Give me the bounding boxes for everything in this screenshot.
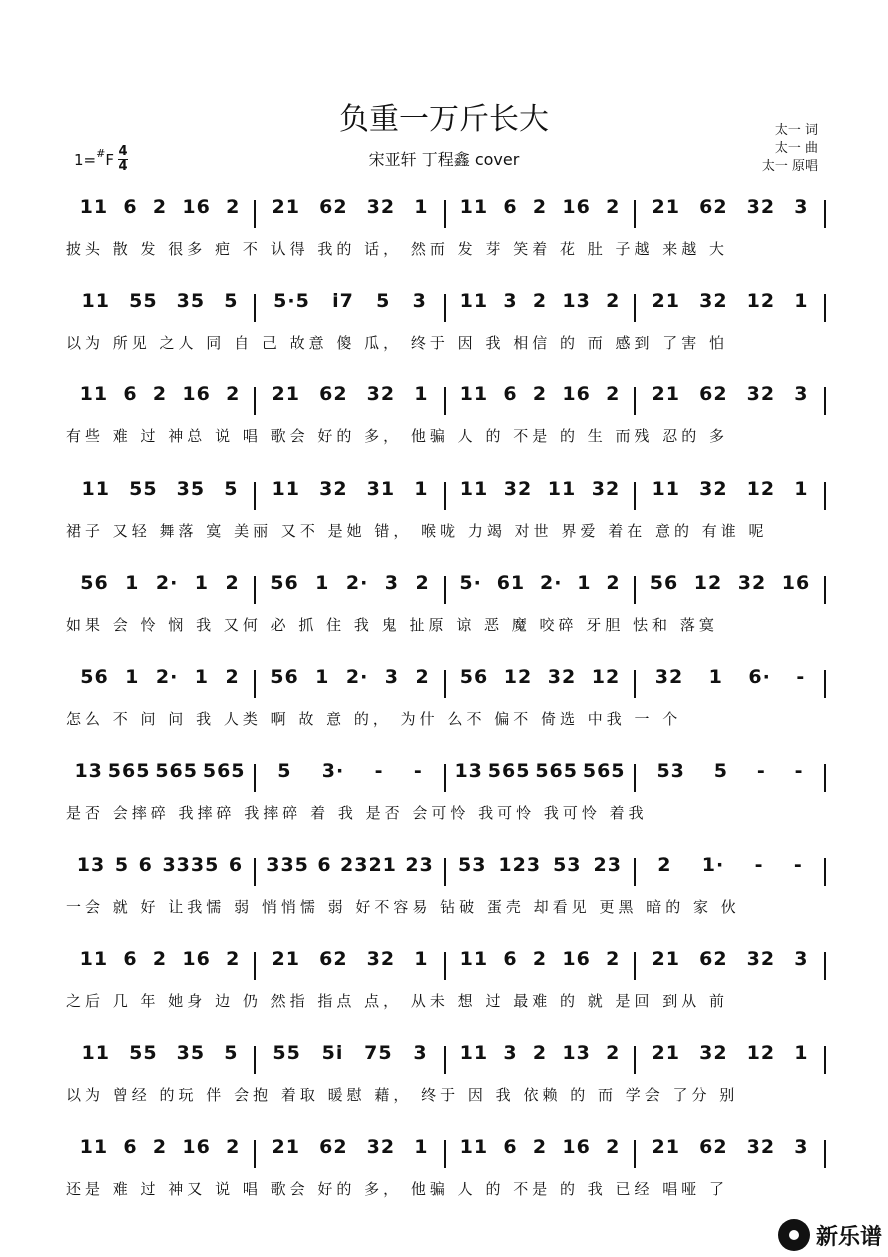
lyric-line: 还是 难 过 神又 说 唱 歌会 好的 多， 他骗 人 的 不是 的 我 已经 唱哑 了 <box>66 1180 729 1198</box>
measure <box>636 572 824 594</box>
note-group: 21 <box>651 383 680 405</box>
measure <box>636 290 824 312</box>
note-group: 11 <box>79 1136 109 1158</box>
note-group: 21 <box>651 290 680 312</box>
note-group: 3 <box>384 572 400 594</box>
note-group: 1 <box>794 290 809 312</box>
staff-line <box>66 666 826 752</box>
note-group: 1 <box>194 666 210 688</box>
measure <box>66 1042 254 1064</box>
note-group: 5i <box>321 1042 344 1064</box>
note-group: 16 <box>562 383 591 405</box>
note-group: 2 <box>606 290 621 312</box>
note-group: 1 <box>414 478 429 500</box>
note-group: 2 <box>606 196 621 218</box>
note-group: 565 <box>155 760 198 782</box>
note-group: 62 <box>699 196 728 218</box>
note-group: 5· <box>459 572 482 594</box>
measure <box>446 760 634 782</box>
barline <box>824 200 826 228</box>
measure <box>446 478 634 500</box>
measure <box>446 290 634 312</box>
note-group: 3 <box>794 1136 809 1158</box>
note-group: 1 <box>194 572 210 594</box>
note-group: 1 <box>414 196 429 218</box>
watermark-logo <box>778 1219 882 1251</box>
note-group: 16 <box>781 572 811 594</box>
note-group: 21 <box>651 1042 680 1064</box>
lyric-line: 以为 曾经 的玩 伴 会抱 着取 暖慰 藉， 终于 因 我 依赖 的 而 学会 了分 别 <box>66 1086 739 1104</box>
note-group: 6 <box>138 854 153 876</box>
note-group: 13 <box>76 854 106 876</box>
note-group: 35 <box>176 478 206 500</box>
note-group: 32 <box>699 290 728 312</box>
note-group: 2 <box>415 572 430 594</box>
notation-row <box>66 666 826 698</box>
note-group: - <box>413 760 423 782</box>
note-group: 1 <box>414 1136 429 1158</box>
notation-row <box>66 1136 826 1168</box>
note-group: 61 <box>496 572 526 594</box>
note-group: 2 <box>226 383 241 405</box>
note-group: 32 <box>654 666 684 688</box>
note-group: 6 <box>503 1136 518 1158</box>
measure <box>256 572 444 594</box>
vinyl-record-icon <box>778 1219 810 1251</box>
note-group: 53 <box>553 854 582 876</box>
note-group: 2· <box>155 572 179 594</box>
note-group: 62 <box>699 948 728 970</box>
notation-row <box>66 572 826 604</box>
note-group: 16 <box>562 948 591 970</box>
note-group: 2 <box>606 572 621 594</box>
barline <box>824 482 826 510</box>
note-group: 21 <box>271 1136 300 1158</box>
note-group: 1· <box>701 854 725 876</box>
note-group: 32 <box>591 478 621 500</box>
notation-row <box>66 854 826 886</box>
watermark-text: 新乐谱 <box>815 1224 882 1250</box>
note-group: 12 <box>746 290 776 312</box>
note-group: 565 <box>202 760 246 782</box>
note-group: 56 <box>270 666 299 688</box>
note-group: 2 <box>532 1136 548 1158</box>
note-group: 21 <box>271 383 300 405</box>
note-group: 1 <box>708 666 723 688</box>
lyric-line: 一会 就 好 让我懦 弱 悄悄懦 弱 好不容易 钻破 蛋壳 却看见 更黑 暗的 家 伙 <box>66 898 740 916</box>
note-group: 13 <box>74 760 103 782</box>
note-group: 2 <box>152 383 168 405</box>
time-numerator: 4 <box>118 144 128 159</box>
note-group: - <box>796 666 806 688</box>
lyric-line: 以为 所见 之人 同 自 己 故意 傻 瓜， 终于 因 我 相信 的 而 感到 了害 怕 <box>66 334 729 352</box>
note-group: 11 <box>459 948 489 970</box>
note-group: 5 <box>114 854 130 876</box>
measure <box>256 1136 444 1158</box>
note-group: 5 <box>713 760 728 782</box>
note-group: 32 <box>366 948 396 970</box>
note-group: 53 <box>457 854 487 876</box>
note-group: 2 <box>532 196 548 218</box>
measure <box>256 760 444 782</box>
measure <box>66 383 254 405</box>
barline <box>824 387 826 415</box>
note-group: 16 <box>182 948 211 970</box>
measure <box>66 760 254 782</box>
lyric-line: 如果 会 怜 悯 我 又何 必 抓 住 我 鬼 扯原 谅 恶 魔 咬碎 牙胆 怯和 落寞 <box>66 616 718 634</box>
note-group: 2 <box>152 948 168 970</box>
note-group: 32 <box>547 666 577 688</box>
note-group: 565 <box>535 760 578 782</box>
note-group: 1 <box>315 666 330 688</box>
note-group: 2 <box>606 1136 621 1158</box>
note-group: 11 <box>459 1042 489 1064</box>
note-group: 12 <box>503 666 533 688</box>
barline <box>824 576 826 604</box>
note-group: 1 <box>794 478 809 500</box>
staff-line <box>66 290 826 376</box>
measure <box>636 478 824 500</box>
measure <box>66 572 254 594</box>
measure <box>446 1042 634 1064</box>
note-group: 6 <box>503 948 518 970</box>
note-group: 2 <box>225 666 240 688</box>
measure <box>636 1136 824 1158</box>
note-group: 11 <box>547 478 577 500</box>
notation-row <box>66 290 826 322</box>
note-group: 32 <box>366 1136 396 1158</box>
measure <box>256 478 444 500</box>
measure <box>66 854 254 876</box>
note-group: 565 <box>487 760 531 782</box>
note-group: 3 <box>503 1042 518 1064</box>
note-group: 2 <box>532 1042 548 1064</box>
note-group: 1 <box>125 666 140 688</box>
time-signature <box>118 145 128 174</box>
note-group: 11 <box>81 290 110 312</box>
note-group: 11 <box>79 948 109 970</box>
note-group: 6 <box>317 854 332 876</box>
staff-line <box>66 196 826 282</box>
note-group: 2· <box>155 666 179 688</box>
note-group: 6 <box>228 854 244 876</box>
note-group: 11 <box>459 383 489 405</box>
note-group: 16 <box>182 196 211 218</box>
notation-row <box>66 478 826 510</box>
measure <box>636 948 824 970</box>
measure <box>256 1042 444 1064</box>
note-group: 6 <box>123 196 138 218</box>
note-group: 1 <box>315 572 330 594</box>
note-group: 32 <box>746 383 776 405</box>
note-group: 56 <box>80 572 109 594</box>
lyric-line: 怎么 不 问 问 我 人类 啊 故 意 的， 为什 么不 偏不 倚选 中我 一 个 <box>66 710 682 728</box>
note-group: - <box>754 854 764 876</box>
note-group: 62 <box>319 383 348 405</box>
note-group: 2· <box>539 572 563 594</box>
note-group: 62 <box>699 383 728 405</box>
sharp-sign: # <box>96 147 106 160</box>
staff-line <box>66 383 826 469</box>
notation-row <box>66 383 826 415</box>
measure <box>256 666 444 688</box>
barline <box>824 670 826 698</box>
note-group: 6 <box>123 1136 138 1158</box>
staff-line <box>66 1042 826 1128</box>
note-group: 56 <box>649 572 679 594</box>
barline <box>824 1140 826 1168</box>
barline <box>824 294 826 322</box>
note-group: 35 <box>176 1042 206 1064</box>
note-group: 11 <box>81 478 110 500</box>
note-group: 1 <box>577 572 592 594</box>
staff-line <box>66 572 826 658</box>
note-group: 11 <box>271 478 300 500</box>
staff-line <box>66 854 826 940</box>
notation-row <box>66 948 826 980</box>
staff-line <box>66 1136 826 1222</box>
barline <box>824 764 826 792</box>
measure <box>446 196 634 218</box>
measure <box>66 1136 254 1158</box>
note-group: 62 <box>319 948 348 970</box>
measure <box>636 854 824 876</box>
lyric-line: 有些 难 过 神总 说 唱 歌会 好的 多， 他骗 人 的 不是 的 生 而残 忍的 多 <box>66 427 729 445</box>
note-group: 53 <box>656 760 685 782</box>
note-group: 62 <box>319 1136 348 1158</box>
note-group: 32 <box>366 196 396 218</box>
measure <box>636 383 824 405</box>
note-group: 6· <box>748 666 771 688</box>
note-group: 32 <box>746 196 776 218</box>
note-group: 5 <box>224 478 239 500</box>
note-group: - <box>794 760 804 782</box>
note-group: 32 <box>746 1136 776 1158</box>
barline <box>824 952 826 980</box>
measure <box>636 196 824 218</box>
note-group: 32 <box>746 948 776 970</box>
note-group: 12 <box>746 478 776 500</box>
note-group: 2 <box>657 854 672 876</box>
measure <box>636 666 824 688</box>
note-group: 5·5 <box>273 290 310 312</box>
note-group: 55 <box>129 478 158 500</box>
note-group: 11 <box>651 478 680 500</box>
note-group: 11 <box>459 290 489 312</box>
note-group: 11 <box>459 478 489 500</box>
note-group: 2 <box>532 948 548 970</box>
note-group: 75 <box>364 1042 393 1064</box>
barline <box>824 858 826 886</box>
note-group: 6 <box>123 383 138 405</box>
measure <box>66 478 254 500</box>
lyricist-credit: 太一 词 <box>774 123 818 138</box>
measure <box>256 854 444 876</box>
measure <box>256 196 444 218</box>
measure <box>66 666 254 688</box>
score-title: 负重一万斤长大 <box>339 102 549 137</box>
note-group: 23 <box>405 854 434 876</box>
note-group: 5 <box>376 290 391 312</box>
score-subtitle: 宋亚轩 丁程鑫 cover <box>368 150 520 169</box>
note-group: 2· <box>345 666 369 688</box>
note-group: 23 <box>593 854 622 876</box>
note-group: 3 <box>794 383 809 405</box>
note-group: 16 <box>562 1136 591 1158</box>
original-singer-credit: 太一 原唱 <box>761 159 818 174</box>
lyric-line: 是否 会摔碎 我摔碎 我摔碎 着 我 是否 会可怜 我可怜 我可怜 着我 <box>66 804 648 822</box>
note-group: - <box>793 854 803 876</box>
key-note: F <box>105 150 114 169</box>
note-group: 6 <box>503 196 518 218</box>
note-group: 32 <box>319 478 348 500</box>
note-group: 3 <box>794 196 809 218</box>
note-group: 3 <box>412 290 427 312</box>
note-group: 3· <box>321 760 345 782</box>
note-group: 2 <box>226 948 241 970</box>
measure <box>446 854 634 876</box>
note-group: 55 <box>272 1042 301 1064</box>
lyric-line: 之后 几 年 她身 边 仍 然指 指点 点， 从未 想 过 最难 的 就 是回 到从 前 <box>66 992 729 1010</box>
measure <box>256 290 444 312</box>
note-group: 21 <box>651 196 680 218</box>
note-group: 5 <box>277 760 292 782</box>
credits <box>762 122 818 176</box>
note-group: 5 <box>224 290 239 312</box>
note-group: 32 <box>699 1042 728 1064</box>
note-group: 3 <box>503 290 518 312</box>
note-group: 11 <box>459 1136 489 1158</box>
key-prefix: 1= <box>74 150 97 169</box>
measure <box>636 1042 824 1064</box>
note-group: 56 <box>459 666 489 688</box>
measure <box>446 1136 634 1158</box>
note-group: 335 <box>266 854 309 876</box>
note-group: 55 <box>129 1042 158 1064</box>
note-group: 32 <box>503 478 533 500</box>
measure <box>66 196 254 218</box>
note-group: 2 <box>532 383 548 405</box>
note-group: 2 <box>606 1042 621 1064</box>
note-group: 2321 <box>340 854 397 876</box>
note-group: 21 <box>651 948 680 970</box>
note-group: 31 <box>366 478 396 500</box>
note-group: 3335 <box>162 854 220 876</box>
staff-line <box>66 478 826 564</box>
note-group: 13 <box>562 1042 591 1064</box>
note-group: 13 <box>454 760 483 782</box>
note-group: 12 <box>591 666 621 688</box>
measure <box>446 666 634 688</box>
note-group: 2 <box>226 1136 241 1158</box>
note-group: i7 <box>332 290 354 312</box>
note-group: 32 <box>737 572 767 594</box>
note-group: 62 <box>319 196 348 218</box>
note-group: 62 <box>699 1136 728 1158</box>
lyric-line: 裙子 又轻 舞落 寞 美丽 又不 是她 错， 喉咙 力竭 对世 界爱 着在 意的 有谁 呢 <box>66 522 768 540</box>
time-denominator: 4 <box>118 159 128 174</box>
measure <box>636 760 824 782</box>
note-group: 13 <box>562 290 591 312</box>
note-group: 3 <box>384 666 400 688</box>
note-group: 12 <box>746 1042 776 1064</box>
staff-line <box>66 760 826 846</box>
note-group: - <box>374 760 384 782</box>
measure <box>66 290 254 312</box>
note-group: - <box>756 760 766 782</box>
note-group: 32 <box>366 383 396 405</box>
note-group: 6 <box>123 948 138 970</box>
note-group: 11 <box>81 1042 110 1064</box>
note-group: 21 <box>271 196 300 218</box>
note-group: 3 <box>794 948 809 970</box>
note-group: 2 <box>225 572 240 594</box>
note-group: 123 <box>498 854 542 876</box>
note-group: 11 <box>79 196 109 218</box>
note-group: 3 <box>413 1042 428 1064</box>
note-group: 21 <box>651 1136 680 1158</box>
note-group: 16 <box>182 383 211 405</box>
measure <box>256 948 444 970</box>
lyric-line: 披头 散 发 很多 疤 不 认得 我的 话， 然而 发 芽 笑着 花 肚 子越 来越 大 <box>66 240 729 258</box>
barline <box>824 1046 826 1074</box>
note-group: 1 <box>125 572 140 594</box>
note-group: 16 <box>182 1136 211 1158</box>
note-group: 2 <box>226 196 241 218</box>
note-group: 55 <box>129 290 158 312</box>
composer-credit: 太一 曲 <box>774 141 818 156</box>
measure <box>66 948 254 970</box>
note-group: 565 <box>107 760 151 782</box>
note-group: 16 <box>562 196 591 218</box>
note-group: 2 <box>152 1136 168 1158</box>
note-group: 11 <box>79 383 109 405</box>
measure <box>446 383 634 405</box>
measure <box>446 572 634 594</box>
note-group: 2 <box>415 666 430 688</box>
note-group: 5 <box>224 1042 239 1064</box>
note-group: 21 <box>271 948 300 970</box>
notation-row <box>66 1042 826 1074</box>
note-group: 56 <box>80 666 109 688</box>
note-group: 6 <box>503 383 518 405</box>
measure <box>446 948 634 970</box>
note-group: 12 <box>693 572 723 594</box>
measure <box>256 383 444 405</box>
note-group: 565 <box>582 760 626 782</box>
note-group: 56 <box>270 572 299 594</box>
note-group: 1 <box>794 1042 809 1064</box>
key-signature <box>74 145 128 174</box>
note-group: 2 <box>532 290 548 312</box>
note-group: 35 <box>176 290 206 312</box>
notation-row <box>66 196 826 228</box>
note-group: 2 <box>606 383 621 405</box>
note-group: 1 <box>414 383 429 405</box>
note-group: 11 <box>459 196 489 218</box>
note-group: 2 <box>152 196 168 218</box>
notation-row <box>66 760 826 792</box>
note-group: 1 <box>414 948 429 970</box>
note-group: 2· <box>345 572 369 594</box>
note-group: 32 <box>699 478 728 500</box>
staff-line <box>66 948 826 1034</box>
note-group: 2 <box>606 948 621 970</box>
